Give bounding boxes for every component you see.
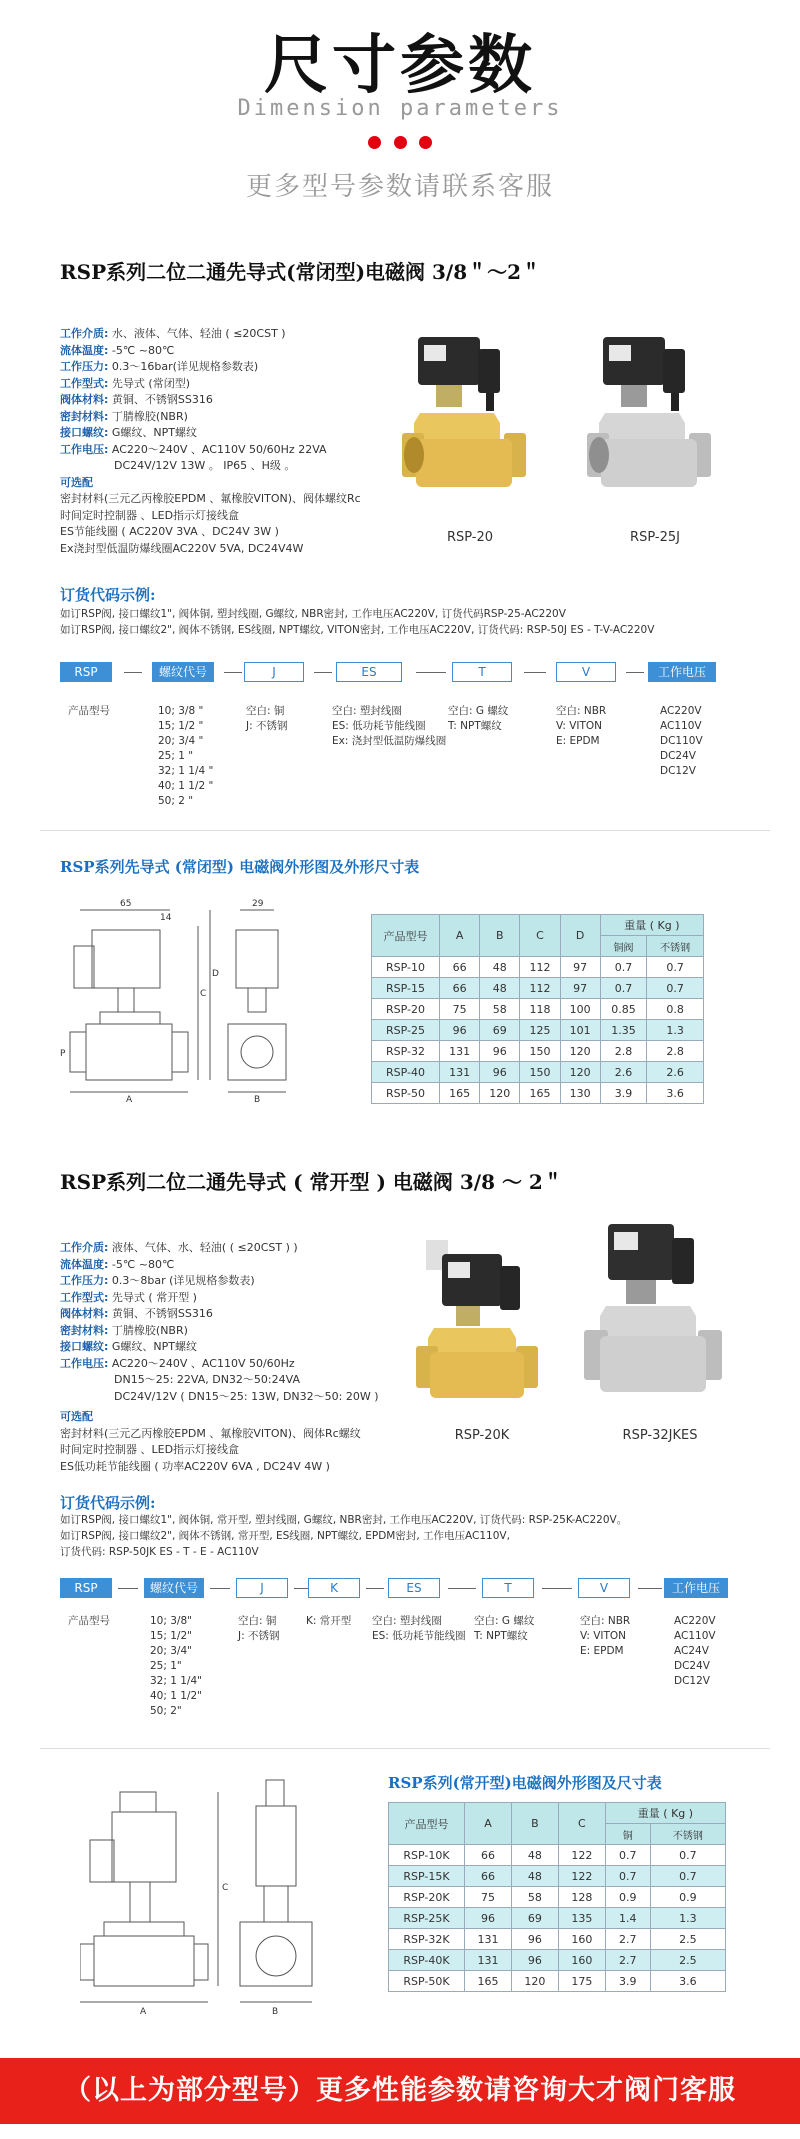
page-title: 尺寸参数 (264, 29, 536, 103)
dim-label: C (200, 989, 207, 999)
table-cell: 175 (558, 1971, 605, 1992)
table-cell: 66 (465, 1866, 512, 1887)
table-cell: 96 (465, 1908, 512, 1929)
table-cell: 120 (560, 1062, 600, 1083)
extra-line: Ex浇封型低温防爆线圈AC220V 5VA, DC24V4W (60, 541, 304, 555)
table-cell: 0.85 (600, 999, 647, 1020)
table-cell: 97 (560, 957, 600, 978)
table-cell: 160 (558, 1950, 605, 1971)
spec-row: 工作电压: AC220～240V 、AC110V 50/60Hz 22VA (60, 442, 327, 456)
spec-row: 密封材料: 丁腈橡胶(NBR) (60, 409, 188, 423)
table-cell: 58 (480, 999, 520, 1020)
divider (40, 1748, 770, 1749)
table-cell: 100 (560, 999, 600, 1020)
col-k: K: 常开型 (306, 1615, 352, 1627)
brass-solenoid-valve-icon (400, 335, 540, 525)
table-cell: 2.7 (605, 1950, 650, 1971)
col-voltage: AC220V AC110V DC110V DC24V DC12V (660, 705, 703, 777)
table-cell: 96 (440, 1020, 480, 1041)
table-cell: 0.7 (605, 1866, 650, 1887)
table-cell: 0.9 (605, 1887, 650, 1908)
table-cell: RSP-32 (372, 1041, 440, 1062)
divider (40, 830, 770, 831)
table-cell: 2.5 (650, 1950, 725, 1971)
table-cell: 75 (440, 999, 480, 1020)
table-cell: RSP-50 (372, 1083, 440, 1104)
table-cell: 58 (511, 1887, 558, 1908)
table-cell: 97 (560, 978, 600, 999)
extra-label: 可选配 (60, 1410, 93, 1423)
no-dimension-table: 产品型号 A B C 重量 ( Kg ) 铜 不锈钢 RSP-10K 66 48 122 0.7 0.7 RSP-15K 66 48 122 0.7 0.7 RSP-20K 75 58 128 0.9 0.9 RSP-25K 96 69 135 1.4 1.3 RSP-32K 131 96 160 2.7 2.5 RSP-40K 131 96 160 2.7 2.5 RSP-50K 165 120 175 3.9 3.6 (388, 1802, 726, 1992)
spec-row: 阀体材料: 黄铜、不锈钢SS316 (60, 393, 213, 406)
no-order-lines: 如订RSP阀, 接口螺纹1", 阀体铜, 常开型, 塑封线圈, G螺纹, NBR密封, 工作电压AC220V, 订货代码: RSP-25K-AC220V。 如订RSP阀, 接口螺纹2", 阀体不锈钢, 常开型, ES线圈, NPT螺纹, EPDM密封, 工作电压AC110V, 订货代码: RSP-50JK ES - T - E - AC110V (60, 1514, 628, 1558)
no-spec-list (60, 1240, 420, 1475)
code-box-coil: ES (336, 662, 402, 682)
stainless-solenoid-valve-icon (580, 1222, 740, 1422)
table-cell: RSP-20K (389, 1887, 465, 1908)
extra-line: 时间定时控制器 、LED指示灯接线盒 (60, 508, 240, 522)
spec-row: 工作型式: 先导式 ( 常开型 ) (60, 1290, 197, 1304)
spec-row: 流体温度: -5℃ ~80℃ (60, 343, 175, 357)
col-body: 空白: 铜 J: 不锈钢 (238, 1615, 280, 1642)
code-box-rsp: RSP (60, 1578, 112, 1598)
col-thread-type: 空白: G 螺纹 T: NPT螺纹 (448, 705, 509, 732)
brass-solenoid-valve-icon (412, 1236, 552, 1426)
code-box-body: J (236, 1578, 288, 1598)
image-caption: RSP-25J (630, 530, 680, 545)
no-outline-drawing (80, 1770, 340, 2020)
table-cell: 131 (440, 1041, 480, 1062)
col-seal: 空白: NBR V: VITON E: EPDM (556, 705, 607, 747)
table-cell: 0.7 (600, 957, 647, 978)
table-cell: 3.6 (647, 1083, 704, 1104)
no-section-title: RSP系列二位二通先导式 ( 常开型 ) 电磁阀 3/8 ～ 2＂ (60, 1170, 563, 1194)
dim-label: C (222, 1883, 229, 1893)
table-cell: 1.3 (650, 1908, 725, 1929)
table-cell: 1.35 (600, 1020, 647, 1041)
nc-dimension-table: 产品型号 A B C D 重量 ( Kg ) 铜阀 不锈钢 RSP-10 66 48 112 97 0.7 0.7 RSP-15 66 48 112 97 0.7 0.7 RSP-20 75 58 118 100 0.85 0.8 RSP-25 96 69 125 101 1.35 1.3 RSP-32 131 96 150 120 2.8 2.8 RSP-40 131 96 150 120 2.6 2.6 RSP-50 165 120 165 130 3.9 3.6 (371, 914, 704, 1104)
col-threads: 10; 3/8" 15; 1/2" 20; 3/4" 25; 1" 32; 1 1/4" 40; 1 1/2" 50; 2" (150, 1615, 202, 1717)
table-cell: 1.4 (605, 1908, 650, 1929)
table-cell: 131 (440, 1062, 480, 1083)
col-coil: 空白: 塑封线圈 ES: 低功耗节能线圈 (372, 1615, 466, 1642)
code-box-voltage: 工作电压 (648, 662, 716, 682)
table-cell: 96 (480, 1062, 520, 1083)
table-cell: 2.8 (600, 1041, 647, 1062)
col-thread-type: 空白: G 螺纹 T: NPT螺纹 (474, 1615, 535, 1642)
code-box-thread-type: T (452, 662, 512, 682)
col-coil: 空白: 塑封线圈 ES: 低功耗节能线圈 Ex: 浇封型低温防爆线圈 (332, 705, 447, 747)
code-box-thread: 螺纹代号 (144, 1578, 204, 1598)
decorative-dots (368, 136, 432, 150)
table-cell: 165 (465, 1971, 512, 1992)
col-product: 产品型号 (68, 705, 110, 717)
table-row (372, 1083, 704, 1104)
table-cell: 160 (558, 1929, 605, 1950)
code-box-seal: V (556, 662, 616, 682)
table-cell: 128 (558, 1887, 605, 1908)
table-cell: 0.7 (650, 1845, 725, 1866)
image-caption: RSP-20 (446, 530, 494, 545)
table-row (389, 1866, 726, 1887)
spec-row: 工作压力: 0.3～16bar(详见规格参数表) (60, 360, 259, 373)
dim-label: P (60, 1049, 66, 1059)
code-box-voltage: 工作电压 (664, 1578, 728, 1598)
nc-table-title: RSP系列先导式 (常闭型) 电磁阀外形图及外形尺寸表 (60, 858, 420, 876)
image-caption: RSP-20K (454, 1428, 510, 1443)
spec-row: 工作介质: 液体、气体、水、轻油( ( ≤20CST ) ) (60, 1241, 298, 1254)
table-cell: 130 (560, 1083, 600, 1104)
dim-label: D (212, 969, 219, 979)
spec-row: DN15～25: 22VA, DN32～50:24VA (114, 1373, 300, 1386)
table-cell: 120 (511, 1971, 558, 1992)
table-cell: 165 (440, 1083, 480, 1104)
dim-label: B (254, 1095, 261, 1105)
table-cell: RSP-25K (389, 1908, 465, 1929)
table-cell: 66 (465, 1845, 512, 1866)
table-cell: 0.7 (647, 978, 704, 999)
nc-order-title: 订货代码示例: (60, 586, 156, 604)
nc-outline-drawing (60, 896, 300, 1106)
table-cell: 131 (465, 1929, 512, 1950)
table-cell: 96 (511, 1950, 558, 1971)
spec-row: 工作介质: 水、液体、气体、轻油 ( ≤20CST ) (60, 327, 286, 340)
extra-line: 密封材料(三元乙丙橡胶EPDM 、氟橡胶VITON)、阀体Rc螺纹 (60, 1426, 361, 1440)
table-cell: 0.8 (647, 999, 704, 1020)
table-cell: 125 (520, 1020, 560, 1041)
table-cell: 2.6 (647, 1062, 704, 1083)
stainless-solenoid-valve-icon (585, 335, 725, 525)
table-cell: RSP-32K (389, 1929, 465, 1950)
table-row (372, 999, 704, 1020)
table-cell: 3.9 (605, 1971, 650, 1992)
table-row (389, 1971, 726, 1992)
table-cell: 0.7 (605, 1845, 650, 1866)
table-cell: 150 (520, 1041, 560, 1062)
table-cell: 118 (520, 999, 560, 1020)
table-cell: RSP-40K (389, 1950, 465, 1971)
table-row (389, 1950, 726, 1971)
spec-row: 流体温度: -5℃ ~80℃ (60, 1257, 175, 1271)
table-cell: 131 (465, 1950, 512, 1971)
table-cell: 165 (520, 1083, 560, 1104)
spec-row: 密封材料: 丁腈橡胶(NBR) (60, 1323, 188, 1337)
table-row (372, 1041, 704, 1062)
table-cell: 0.9 (650, 1887, 725, 1908)
table-cell: 48 (480, 978, 520, 999)
table-cell: RSP-20 (372, 999, 440, 1020)
table-cell: RSP-50K (389, 1971, 465, 1992)
table-cell: 75 (465, 1887, 512, 1908)
footer-banner: （以上为部分型号）更多性能参数请咨询大才阀门客服 (0, 2058, 800, 2124)
extra-line: ES节能线圈 ( AC220V 3VA 、DC24V 3W ) (60, 525, 279, 538)
spec-row: 工作型式: 先导式 (常闭型) (60, 376, 190, 390)
table-row (389, 1845, 726, 1866)
table-cell: 122 (558, 1866, 605, 1887)
spec-row: 阀体材料: 黄铜、不锈钢SS316 (60, 1307, 213, 1320)
contact-note: 更多型号参数请联系客服 (245, 172, 554, 202)
table-cell: RSP-40 (372, 1062, 440, 1083)
table-row (372, 1020, 704, 1041)
code-box-thread-type: T (482, 1578, 534, 1598)
code-box-rsp: RSP (60, 662, 112, 682)
dim-label: 65 (120, 899, 132, 909)
col-threads: 10; 3/8 " 15; 1/2 " 20; 3/4 " 25; 1 " 32; 1 1/4 " 40; 1 1/2 " 50; 2 " (158, 705, 214, 807)
dim-label: A (126, 1095, 133, 1105)
table-cell: RSP-15 (372, 978, 440, 999)
table-row (372, 957, 704, 978)
table-cell: RSP-15K (389, 1866, 465, 1887)
table-row (389, 1887, 726, 1908)
dim-label: A (140, 2007, 147, 2017)
table-cell: 48 (511, 1845, 558, 1866)
table-cell: RSP-10 (372, 957, 440, 978)
table-cell: 0.7 (650, 1866, 725, 1887)
table-cell: RSP-10K (389, 1845, 465, 1866)
no-code-row (0, 1578, 800, 1598)
table-cell: 2.7 (605, 1929, 650, 1950)
col-body: 空白: 铜 J: 不锈钢 (246, 705, 288, 732)
table-cell: 122 (558, 1845, 605, 1866)
nc-code-row (0, 662, 800, 682)
table-cell: 120 (560, 1041, 600, 1062)
extra-label: 可选配 (60, 475, 93, 489)
nc-order-lines: 如订RSP阀, 接口螺纹1", 阀体铜, 塑封线圈, G螺纹, NBR密封, 工作电压AC220V, 订货代码RSP-25-AC220V 如订RSP阀, 接口螺纹2", 阀体不锈钢, ES线圈, NPT螺纹, VITON密封, 工作电压AC220V, 订货代码: RSP-50J ES - T-V-AC220V (60, 608, 655, 636)
extra-line: 密封材料(三元乙丙橡胶EPDM 、氟橡胶VITON)、阀体螺纹Rc (60, 492, 361, 505)
table-cell: 66 (440, 957, 480, 978)
table-cell: 1.3 (647, 1020, 704, 1041)
no-table-title: RSP系列(常开型)电磁阀外形图及尺寸表 (388, 1774, 662, 1792)
code-box-coil: ES (388, 1578, 440, 1598)
table-row (389, 1929, 726, 1950)
image-caption: RSP-32JKES (622, 1428, 698, 1443)
code-box-k: K (308, 1578, 360, 1598)
table-cell: 96 (480, 1041, 520, 1062)
dim-label: 14 (160, 913, 172, 923)
dim-label: 29 (252, 899, 264, 909)
code-box-seal: V (578, 1578, 630, 1598)
table-cell: 112 (520, 957, 560, 978)
table-cell: 69 (511, 1908, 558, 1929)
table-cell: 48 (480, 957, 520, 978)
spec-row: 工作压力: 0.3～8bar (详见规格参数表) (60, 1274, 255, 1287)
spec-row: 接口螺纹: G螺纹、NPT螺纹 (60, 1340, 198, 1353)
table-cell: 101 (560, 1020, 600, 1041)
col-seal: 空白: NBR V: VITON E: EPDM (580, 1615, 631, 1657)
table-cell: 135 (558, 1908, 605, 1929)
spec-row: DC24V/12V ( DN15～25: 13W, DN32～50: 20W ) (114, 1389, 379, 1403)
table-row (372, 1062, 704, 1083)
nc-section-title: RSP系列二位二通先导式(常闭型)电磁阀 3/8＂～2＂ (60, 260, 542, 284)
page-subtitle: Dimension parameters (237, 96, 563, 121)
table-cell: 48 (511, 1866, 558, 1887)
col-voltage: AC220V AC110V AC24V DC24V DC12V (674, 1615, 716, 1687)
spec-row: 工作电压: AC220～240V 、AC110V 50/60Hz (60, 1356, 295, 1370)
extra-line: ES低功耗节能线圈 ( 功率AC220V 6VA , DC24V 4W ) (60, 1459, 330, 1473)
table-row (372, 978, 704, 999)
table-cell: 0.7 (600, 978, 647, 999)
spec-row: 接口螺纹: G螺纹、NPT螺纹 (60, 426, 198, 439)
table-cell: 69 (480, 1020, 520, 1041)
table-cell: 112 (520, 978, 560, 999)
table-row (389, 1908, 726, 1929)
dim-label: B (272, 2007, 279, 2017)
table-cell: RSP-25 (372, 1020, 440, 1041)
table-cell: 96 (511, 1929, 558, 1950)
table-cell: 2.6 (600, 1062, 647, 1083)
table-cell: 150 (520, 1062, 560, 1083)
table-cell: 120 (480, 1083, 520, 1104)
table-cell: 3.9 (600, 1083, 647, 1104)
table-cell: 2.8 (647, 1041, 704, 1062)
spec-row: DC24V/12V 13W 。 IP65 、H级 。 (114, 459, 296, 472)
extra-line: 时间定时控制器 、LED指示灯接线盒 (60, 1443, 240, 1456)
code-box-body: J (244, 662, 304, 682)
table-cell: 0.7 (647, 957, 704, 978)
no-order-title: 订货代码示例: (60, 1494, 156, 1512)
table-cell: 3.6 (650, 1971, 725, 1992)
table-cell: 2.5 (650, 1929, 725, 1950)
code-box-thread: 螺纹代号 (152, 662, 214, 682)
col-product: 产品型号 (68, 1615, 110, 1627)
table-cell: 66 (440, 978, 480, 999)
nc-spec-list (60, 326, 420, 557)
